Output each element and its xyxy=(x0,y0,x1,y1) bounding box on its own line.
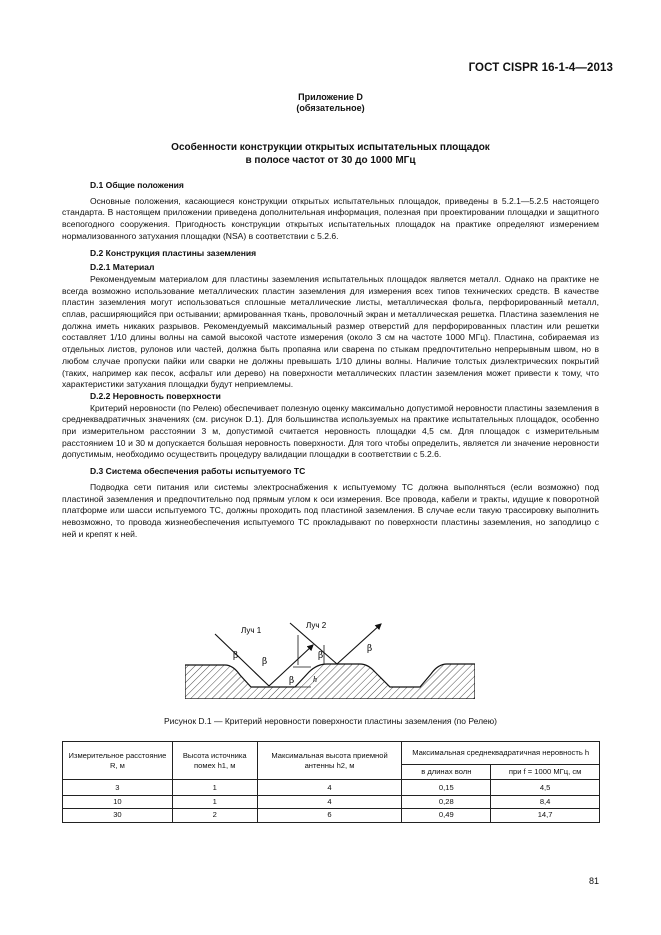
cell-distance: 3 xyxy=(63,780,173,796)
ray-2-reflected xyxy=(337,624,381,664)
beta-angle-label-5: β xyxy=(367,644,373,654)
section-d1-text: Основные положения, касающиеся конструкции открытых испытательных площадок, приведены в 5.2.1—5.2.5 настоящего стандарта. В настоящем приложении приведена дополнительная информация, полезная при проектировании площадки и защитного всепогодного сооружения. Пригодность конструкции открытых испытательных площадок на практике определяют измерением нормализованного затухания площадки (NSA) в соответствии с 5.2.6. xyxy=(62,195,599,241)
cell-antenna-height: 4 xyxy=(257,780,402,796)
section-d22-heading: D.2.2 Неровность поверхности xyxy=(90,390,221,401)
beta-angle-label-2: β xyxy=(262,657,268,667)
table-row xyxy=(63,795,600,809)
document-body xyxy=(62,180,599,540)
table-row xyxy=(63,809,600,823)
col-antenna-height-header: Максимальная высота приемной антенны h2, м xyxy=(257,742,402,780)
standard-designation: ГОСТ CISPR 16-1-4—2013 xyxy=(468,62,613,74)
cell-cm: 14,7 xyxy=(491,809,600,823)
cell-wavelengths: 0,49 xyxy=(402,809,491,823)
col-distance-header: Измерительное расстояние R, м xyxy=(63,742,173,780)
col-wavelengths-header: в длинах волн xyxy=(402,765,491,780)
section-d21-heading: D.2.1 Материал xyxy=(90,262,155,273)
section-d3-heading: D.3 Система обеспечения работы испытуемого ТС xyxy=(90,466,306,477)
section-d22-text: Критерий неровности (по Релею) обеспечивает полезную оценку максимально допустимой неровности пластины заземления в среднеквадратичных значениях (см. рисунок D.1). Для большинства используемых на практике испытательных площадок, особенно при измерительном расстоянии 3 м, допустимой считается неровность площадки 4,5 см. Для площадок с измерительным расстоянием 10 и 30 м допускается большая неровность поверхности. Для того чтобы определить, является ли значение неровности допустимым, необходимо осуществить процедуру валидации площадки в соответствии с 5.2.6. xyxy=(62,402,599,460)
cell-distance: 10 xyxy=(63,795,173,809)
ray-2-label: Луч 2 xyxy=(306,621,327,630)
cell-antenna-height: 6 xyxy=(257,809,402,823)
col-roughness-header: Максимальная среднеквадратичная неровность h xyxy=(402,742,600,765)
cell-distance: 30 xyxy=(63,809,173,823)
beta-angle-label-1: β xyxy=(233,651,239,661)
annex-heading xyxy=(0,92,661,114)
annex-title xyxy=(0,141,661,167)
beta-angle-label-4: β xyxy=(318,651,324,661)
section-d2-heading: D.2 Конструкция пластины заземления xyxy=(90,247,257,258)
cell-antenna-height: 4 xyxy=(257,795,402,809)
table-row xyxy=(63,780,600,796)
col-source-height-header: Высота источника помех h1, м xyxy=(172,742,257,780)
annex-label: Приложение D xyxy=(298,92,363,102)
cell-wavelengths: 0,28 xyxy=(402,795,491,809)
ray-1-label: Луч 1 xyxy=(241,626,262,635)
annex-title-line2: в полосе частот от 30 до 1000 МГц xyxy=(245,155,416,166)
annex-status: (обязательное) xyxy=(296,103,365,113)
cell-source-height: 2 xyxy=(172,809,257,823)
section-d1-heading: D.1 Общие положения xyxy=(90,180,184,190)
cell-source-height: 1 xyxy=(172,795,257,809)
cell-cm: 8,4 xyxy=(491,795,600,809)
height-label: h xyxy=(313,675,317,684)
cell-source-height: 1 xyxy=(172,780,257,796)
figure-caption: Рисунок D.1 — Критерий неровности поверхности пластины заземления (по Релею) xyxy=(163,716,497,726)
section-d3-text: Подводка сети питания или системы электроснабжения к испытуемому ТС должна выполняться (если возможно) под пластиной заземления и предпочтительно под прямым углом к оси измерения. Все провода, кабели и тракты, идущие к поворотной платформе или шасси испытуемого ТС, должны проходить под пластиной заземления. В случае если такую трассировку выполнить невозможно, то провода жизнеобеспечения испытуемого ТС прокладывают по поверхности пластины заземления, но заподлицо с ней и крепят к ней. xyxy=(62,481,599,539)
annex-title-line1: Особенности конструкции открытых испытательных площадок xyxy=(171,142,490,153)
rough-ground-surface xyxy=(185,664,475,699)
roughness-table xyxy=(62,741,600,823)
rayleigh-criterion-figure xyxy=(185,619,475,699)
section-d21-text: Рекомендуемым материалом для пластины заземления испытательных площадок является металл. Однако на практике не всегда возможно использование металлических пластин заземления для измерения всех типов технических средств. В качестве пластин заземления могут использоваться сплошные металлические листы, металлическая фольга, перфорированный металл, сплав, расширяющийся при остывании; армированная ткань, проволочный экран и металлическая решетка. Пластина заземления не должна иметь никаких разрывов. Рекомендуемый максимальный размер отверстий для перфорированных пластин или решетки составляет 1/10 длины волны на самой высокой частоте измерения (около 3 см на частоте 1000 МГц). Пластина, собираемая из отдельных листов, рулонов или частей, должна быть пропаяна или сварена по стыкам предпочтительно непрерывным швом, но в любом случае пропуски пайки или сварки не должны превышать 1/10 длины волны. Наличие толстых диэлектрических покрытий (таких, например как песок, асфальт или дерево) на поверхности металлических пластин заземления может привести к тому, что характеристики затухания площадки будут неприемлемы. xyxy=(62,273,599,390)
col-cm-header: при f = 1000 МГц, см xyxy=(491,765,600,780)
page-number: 81 xyxy=(588,876,599,886)
beta-angle-label-3: β xyxy=(289,676,295,686)
cell-wavelengths: 0,15 xyxy=(402,780,491,796)
cell-cm: 4,5 xyxy=(491,780,600,796)
